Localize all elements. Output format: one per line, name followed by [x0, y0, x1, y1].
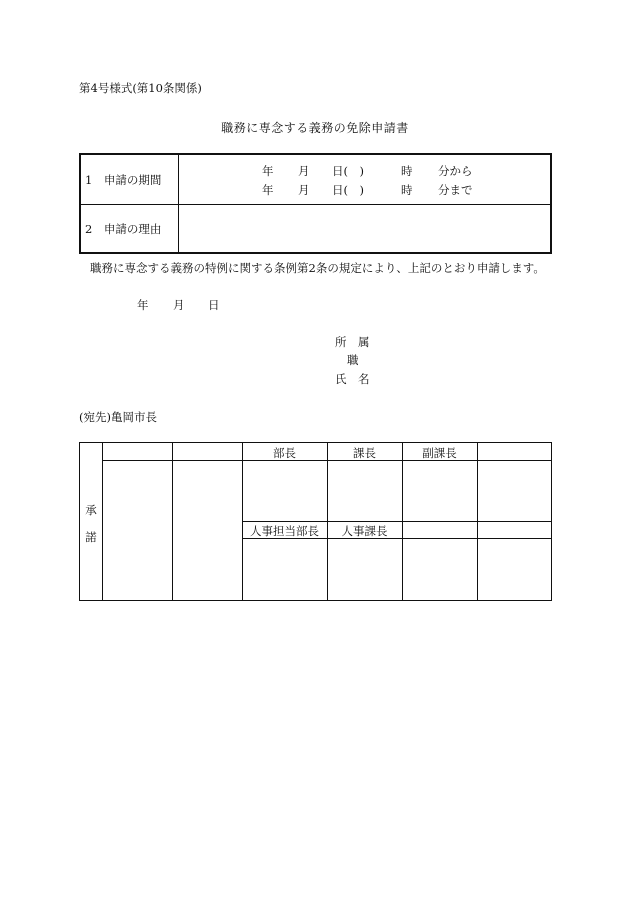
approval-side-label-top: 承: [85, 503, 97, 517]
date-month: 月: [173, 298, 185, 312]
header-section-chief: 課長: [353, 446, 376, 460]
start-month: 月: [298, 164, 310, 178]
period-label: 1 申請の期間: [85, 172, 162, 187]
reason-row: [81, 205, 550, 252]
request-table: [79, 153, 552, 254]
application-statement: 職務に専念する義務の特例に関する条例第2条の規定により、上記のとおり申請します。: [90, 261, 545, 275]
header-deputy-section-chief: 副課長: [422, 446, 457, 460]
start-minute: 分から: [438, 164, 473, 178]
approval-divider: [172, 443, 173, 600]
start-year: 年: [262, 164, 274, 178]
start-hour: 時: [401, 164, 413, 178]
position-label: 職: [347, 353, 359, 367]
approval-table: [79, 442, 552, 601]
start-day: 日( ): [332, 164, 364, 178]
name-label: 氏 名: [335, 372, 370, 386]
approval-row-line: [242, 521, 551, 522]
period-row: [81, 155, 550, 205]
header-department-head: 部長: [273, 446, 296, 460]
document-title: 職務に専念する義務の免除申請書: [221, 121, 409, 135]
end-month: 月: [298, 183, 310, 197]
date-day: 日: [208, 298, 220, 312]
date-year: 年: [137, 298, 149, 312]
reason-label-cell: [81, 205, 179, 252]
approval-divider: [102, 443, 103, 600]
period-start-line: [81, 163, 550, 179]
form-number: 第4号様式(第10条関係): [79, 81, 202, 95]
affiliation-label: 所 属: [335, 335, 370, 349]
addressee: (宛先)亀岡市長: [79, 410, 157, 424]
header-hr-section-chief: 人事課長: [341, 524, 388, 538]
reason-label: 2 申請の理由: [85, 221, 162, 236]
end-day: 日( ): [332, 183, 364, 197]
end-minute: 分まで: [438, 183, 473, 197]
period-end-line: [81, 182, 550, 198]
header-hr-department-head: 人事担当部長: [250, 524, 319, 538]
end-year: 年: [262, 183, 274, 197]
approval-side-label-bottom: 諾: [85, 530, 97, 544]
end-hour: 時: [401, 183, 413, 197]
